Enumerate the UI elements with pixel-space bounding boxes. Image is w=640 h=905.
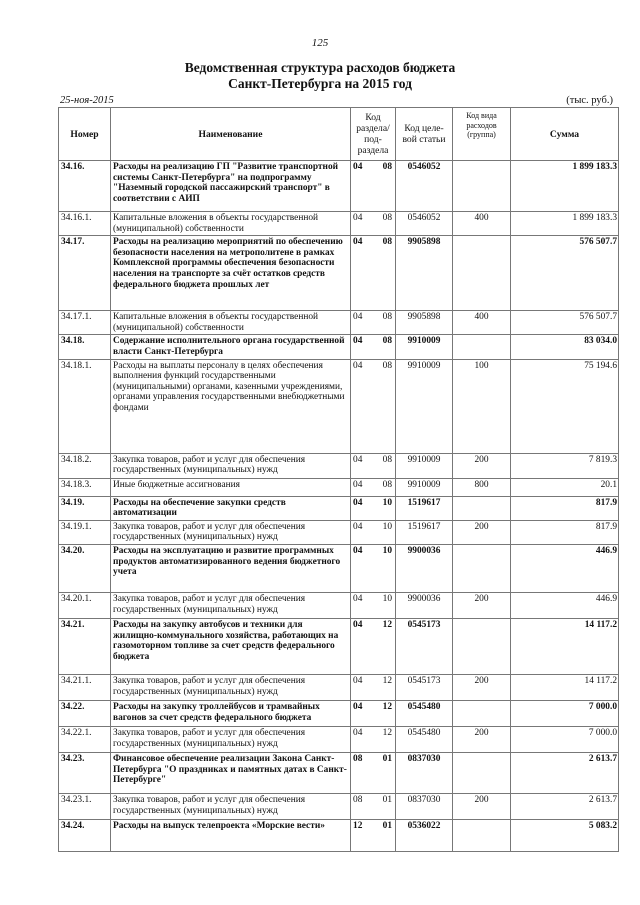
- row-sum: 14 117.2: [511, 674, 619, 700]
- row-sum: 576 507.7: [511, 311, 619, 335]
- row-number: 34.21.1.: [59, 674, 111, 700]
- target-code: 9910009: [396, 335, 453, 359]
- target-code: 1519617: [396, 496, 453, 520]
- row-sum: 75 194.6: [511, 359, 619, 453]
- subsection-code: 01: [373, 819, 396, 851]
- title-line-1: Ведомственная структура расходов бюджета: [184, 60, 456, 75]
- target-code: 0545480: [396, 726, 453, 752]
- subsection-code: 10: [373, 544, 396, 592]
- header-number: Номер: [59, 108, 111, 161]
- row-name: Иные бюджетные ассигнования: [111, 478, 351, 496]
- row-number: 34.23.: [59, 752, 111, 793]
- table-row: [59, 520, 619, 544]
- row-name: Расходы на выпуск телепроекта «Морские вести»: [111, 819, 351, 851]
- subsection-code: 01: [373, 793, 396, 819]
- target-code: 0837030: [396, 793, 453, 819]
- table-row: [59, 311, 619, 335]
- section-code: 04: [351, 618, 373, 674]
- section-code: 04: [351, 335, 373, 359]
- expense-type-code: 200: [453, 453, 511, 478]
- expense-type-code: [453, 161, 511, 212]
- row-sum: 1 899 183.3: [511, 161, 619, 212]
- expense-type-code: 200: [453, 674, 511, 700]
- row-number: 34.22.1.: [59, 726, 111, 752]
- row-number: 34.18.1.: [59, 359, 111, 453]
- table-row: [59, 752, 619, 793]
- expense-type-code: 200: [453, 726, 511, 752]
- section-code: 04: [351, 520, 373, 544]
- row-sum: 817.9: [511, 520, 619, 544]
- section-code: 04: [351, 453, 373, 478]
- row-sum: 446.9: [511, 544, 619, 592]
- expense-type-code: [453, 618, 511, 674]
- target-code: 9900036: [396, 592, 453, 618]
- document-title: [0, 60, 640, 92]
- section-code: 04: [351, 544, 373, 592]
- row-number: 34.17.1.: [59, 311, 111, 335]
- table-row: [59, 161, 619, 212]
- target-code: 9905898: [396, 236, 453, 311]
- expense-type-code: [453, 236, 511, 311]
- table-row: [59, 335, 619, 359]
- section-code: 04: [351, 311, 373, 335]
- subsection-code: 10: [373, 592, 396, 618]
- row-name: Расходы на обеспечение закупки средств автоматизации: [111, 496, 351, 520]
- subsection-code: 08: [373, 236, 396, 311]
- subsection-code: 01: [373, 752, 396, 793]
- expense-type-code: 200: [453, 793, 511, 819]
- target-code: 0545173: [396, 618, 453, 674]
- row-name: Закупка товаров, работ и услуг для обеспечения государственных (муниципальных) нужд: [111, 726, 351, 752]
- row-sum: 20.1: [511, 478, 619, 496]
- row-name: Закупка товаров, работ и услуг для обеспечения государственных (муниципальных) нужд: [111, 793, 351, 819]
- row-name: Расходы на эксплуатацию и развитие программных продуктов автоматизированного ведения бюджетного учета: [111, 544, 351, 592]
- section-code: 12: [351, 819, 373, 851]
- row-number: 34.19.: [59, 496, 111, 520]
- section-code: 04: [351, 674, 373, 700]
- target-code: 1519617: [396, 520, 453, 544]
- row-sum: 5 083.2: [511, 819, 619, 851]
- expense-type-code: 200: [453, 592, 511, 618]
- subsection-code: 12: [373, 700, 396, 726]
- target-code: 9910009: [396, 453, 453, 478]
- expense-type-code: [453, 496, 511, 520]
- subsection-code: 08: [373, 453, 396, 478]
- table-row: [59, 700, 619, 726]
- row-number: 34.18.3.: [59, 478, 111, 496]
- target-code: 0546052: [396, 161, 453, 212]
- target-code: 0536022: [396, 819, 453, 851]
- row-name: Расходы на закупку троллейбусов и трамвайных вагонов за счет средств федерального бюджета: [111, 700, 351, 726]
- expense-type-code: 800: [453, 478, 511, 496]
- row-name: Капитальные вложения в объекты государственной (муниципальной) собственности: [111, 311, 351, 335]
- target-code: 9905898: [396, 311, 453, 335]
- row-number: 34.23.1.: [59, 793, 111, 819]
- row-number: 34.16.: [59, 161, 111, 212]
- row-sum: 2 613.7: [511, 752, 619, 793]
- section-code: 04: [351, 496, 373, 520]
- target-code: 0545480: [396, 700, 453, 726]
- row-number: 34.22.: [59, 700, 111, 726]
- title-line-2: Санкт-Петербурга на 2015 год: [228, 76, 412, 91]
- section-code: 04: [351, 726, 373, 752]
- row-name: Содержание исполнительного органа государственной власти Санкт-Петербурга: [111, 335, 351, 359]
- row-sum: 14 117.2: [511, 618, 619, 674]
- document-date: 25-ноя-2015: [60, 95, 114, 106]
- row-sum: 7 000.0: [511, 700, 619, 726]
- table-row: [59, 793, 619, 819]
- expense-type-code: [453, 335, 511, 359]
- expense-type-code: [453, 544, 511, 592]
- subsection-code: 12: [373, 726, 396, 752]
- table-row: [59, 236, 619, 311]
- row-name: Закупка товаров, работ и услуг для обеспечения государственных (муниципальных) нужд: [111, 592, 351, 618]
- target-code: 9910009: [396, 478, 453, 496]
- section-code: 04: [351, 161, 373, 212]
- table-row: [59, 212, 619, 236]
- subsection-code: 10: [373, 520, 396, 544]
- subsection-code: 12: [373, 618, 396, 674]
- table-row: [59, 819, 619, 851]
- table-row: [59, 544, 619, 592]
- subsection-code: 08: [373, 335, 396, 359]
- row-name: Расходы на реализацию мероприятий по обеспечению безопасности населения на метрополитене в рамках Комплексной программы обеспечения безопасности населения на транспорте за счёт остатков средств федерального бюджета прошлых лет: [111, 236, 351, 311]
- row-sum: 2 613.7: [511, 793, 619, 819]
- section-code: 04: [351, 359, 373, 453]
- section-code: 04: [351, 236, 373, 311]
- expense-type-code: 200: [453, 520, 511, 544]
- row-sum: 7 819.3: [511, 453, 619, 478]
- section-code: 08: [351, 752, 373, 793]
- target-code: 9910009: [396, 359, 453, 453]
- table-row: [59, 618, 619, 674]
- subsection-code: 08: [373, 478, 396, 496]
- header-type: Код вида расходов (группа): [453, 108, 511, 161]
- subsection-code: 10: [373, 496, 396, 520]
- units-label: (тыс. руб.): [566, 95, 613, 106]
- row-name: Закупка товаров, работ и услуг для обеспечения государственных (муниципальных) нужд: [111, 453, 351, 478]
- row-number: 34.18.: [59, 335, 111, 359]
- section-code: 04: [351, 592, 373, 618]
- expense-type-code: [453, 819, 511, 851]
- row-name: Расходы на реализацию ГП "Развитие транспортной системы Санкт-Петербурга" на подпрограмму "Наземный городской пассажирский транспорт" в соответствии с АИП: [111, 161, 351, 212]
- expense-type-code: [453, 700, 511, 726]
- row-number: 34.19.1.: [59, 520, 111, 544]
- table-row: [59, 453, 619, 478]
- header-section: Код раздела/ под-раздела: [351, 108, 396, 161]
- subsection-code: 08: [373, 212, 396, 236]
- section-code: 04: [351, 700, 373, 726]
- section-code: 08: [351, 793, 373, 819]
- row-sum: 817.9: [511, 496, 619, 520]
- row-name: Расходы на выплаты персоналу в целях обеспечения выполнения функций государственными (муниципальными) органами, казенными учреждениями, органами управления государственными внебюджетными фондами: [111, 359, 351, 453]
- table-row: [59, 674, 619, 700]
- row-number: 34.20.: [59, 544, 111, 592]
- row-number: 34.24.: [59, 819, 111, 851]
- table-row: [59, 592, 619, 618]
- expense-type-code: 400: [453, 311, 511, 335]
- subsection-code: 12: [373, 674, 396, 700]
- table-row: [59, 359, 619, 453]
- row-number: 34.21.: [59, 618, 111, 674]
- subsection-code: 08: [373, 359, 396, 453]
- row-sum: 1 899 183.3: [511, 212, 619, 236]
- row-sum: 83 034.0: [511, 335, 619, 359]
- table-row: [59, 726, 619, 752]
- row-number: 34.16.1.: [59, 212, 111, 236]
- row-number: 34.20.1.: [59, 592, 111, 618]
- expense-type-code: 100: [453, 359, 511, 453]
- header-sum: Сумма: [511, 108, 619, 161]
- row-name: Финансовое обеспечение реализации Закона Санкт-Петербурга "О праздниках и памятных датах в Санкт-Петербурге": [111, 752, 351, 793]
- row-sum: 7 000.0: [511, 726, 619, 752]
- row-name: Капитальные вложения в объекты государственной (муниципальной) собственности: [111, 212, 351, 236]
- section-code: 04: [351, 478, 373, 496]
- target-code: 0546052: [396, 212, 453, 236]
- header-target: Код целе-вой статьи: [396, 108, 453, 161]
- row-name: Закупка товаров, работ и услуг для обеспечения государственных (муниципальных) нужд: [111, 520, 351, 544]
- row-number: 34.17.: [59, 236, 111, 311]
- expense-type-code: 400: [453, 212, 511, 236]
- row-sum: 446.9: [511, 592, 619, 618]
- row-name: Закупка товаров, работ и услуг для обеспечения государственных (муниципальных) нужд: [111, 674, 351, 700]
- row-name: Расходы на закупку автобусов и техники для жилищно-коммунального хозяйства, работающих на газомоторном топливе за счет средств федерального бюджета: [111, 618, 351, 674]
- section-code: 04: [351, 212, 373, 236]
- subsection-code: 08: [373, 311, 396, 335]
- row-sum: 576 507.7: [511, 236, 619, 311]
- table-row: [59, 478, 619, 496]
- row-number: 34.18.2.: [59, 453, 111, 478]
- subsection-code: 08: [373, 161, 396, 212]
- target-code: 0545173: [396, 674, 453, 700]
- target-code: 9900036: [396, 544, 453, 592]
- header-name: Наименование: [111, 108, 351, 161]
- expense-type-code: [453, 752, 511, 793]
- page-number: 125: [311, 37, 329, 49]
- budget-table: [58, 107, 619, 852]
- table-row: [59, 496, 619, 520]
- target-code: 0837030: [396, 752, 453, 793]
